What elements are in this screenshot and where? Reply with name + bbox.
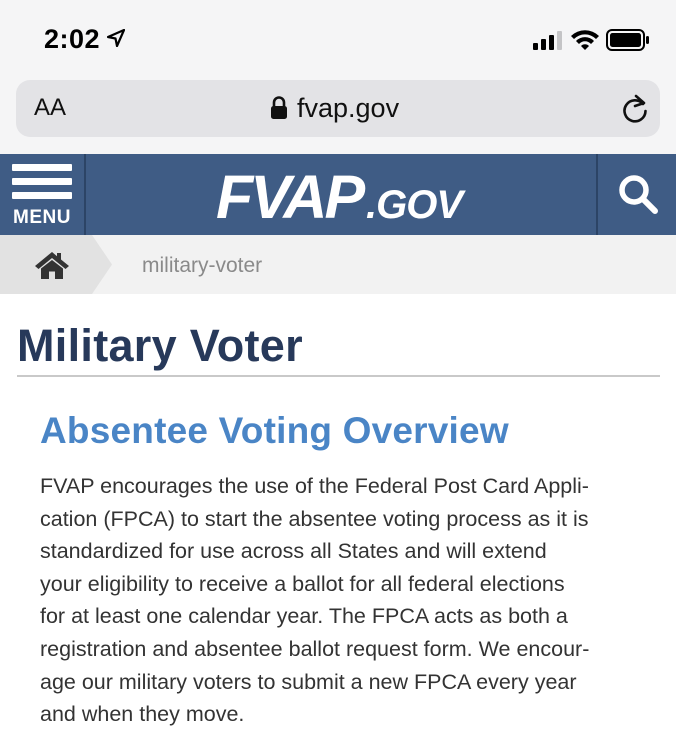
search-button[interactable]	[596, 154, 676, 235]
wifi-icon	[570, 28, 600, 50]
location-arrow-icon	[107, 29, 125, 47]
browser-toolbar	[0, 78, 676, 154]
paragraph-line: standardized for use across all States and will extend	[40, 539, 547, 564]
battery-icon	[606, 29, 650, 51]
page-title: Military Voter	[17, 320, 303, 371]
breadcrumb-current: military-voter	[142, 254, 263, 277]
logo-suffix-text: .GOV	[366, 183, 463, 226]
paragraph-line: cation (FPCA) to start the absentee voting process as it is	[40, 506, 589, 531]
reload-icon[interactable]	[621, 94, 649, 124]
search-icon	[618, 174, 658, 214]
title-divider	[17, 375, 660, 377]
address-bar[interactable]	[16, 80, 660, 137]
paragraph-line: your eligibility to receive a ballot for all federal elections	[40, 571, 565, 596]
fvap-logo[interactable]	[216, 168, 470, 226]
logo-main-text: FVAP	[216, 168, 363, 226]
site-header	[0, 154, 676, 235]
paragraph-line: age our military voters to submit a new FPCA every year	[40, 669, 577, 694]
paragraph-line: and when they move.	[40, 702, 245, 727]
breadcrumb	[0, 235, 676, 294]
menu-label: MENU	[13, 207, 71, 228]
status-time: 2:02	[44, 24, 101, 54]
paragraph-line: registration and absentee ballot request form. We encour-	[40, 636, 590, 661]
reader-options-label: AA	[34, 94, 67, 121]
url-text[interactable]: fvap.gov	[297, 93, 400, 123]
reader-options-button[interactable]	[34, 94, 66, 122]
section-title: Absentee Voting Overview	[40, 410, 509, 451]
overview-paragraph	[40, 470, 640, 731]
home-icon[interactable]	[34, 250, 70, 280]
paragraph-line: for at least one calendar year. The FPCA acts as both a	[40, 604, 568, 629]
menu-button[interactable]	[0, 154, 86, 235]
status-bar	[0, 0, 676, 78]
lock-icon	[270, 96, 288, 120]
paragraph-line: FVAP encourages the use of the Federal Post Card Appli-	[40, 474, 589, 498]
hamburger-icon	[12, 164, 72, 204]
cellular-signal-icon	[533, 30, 565, 50]
